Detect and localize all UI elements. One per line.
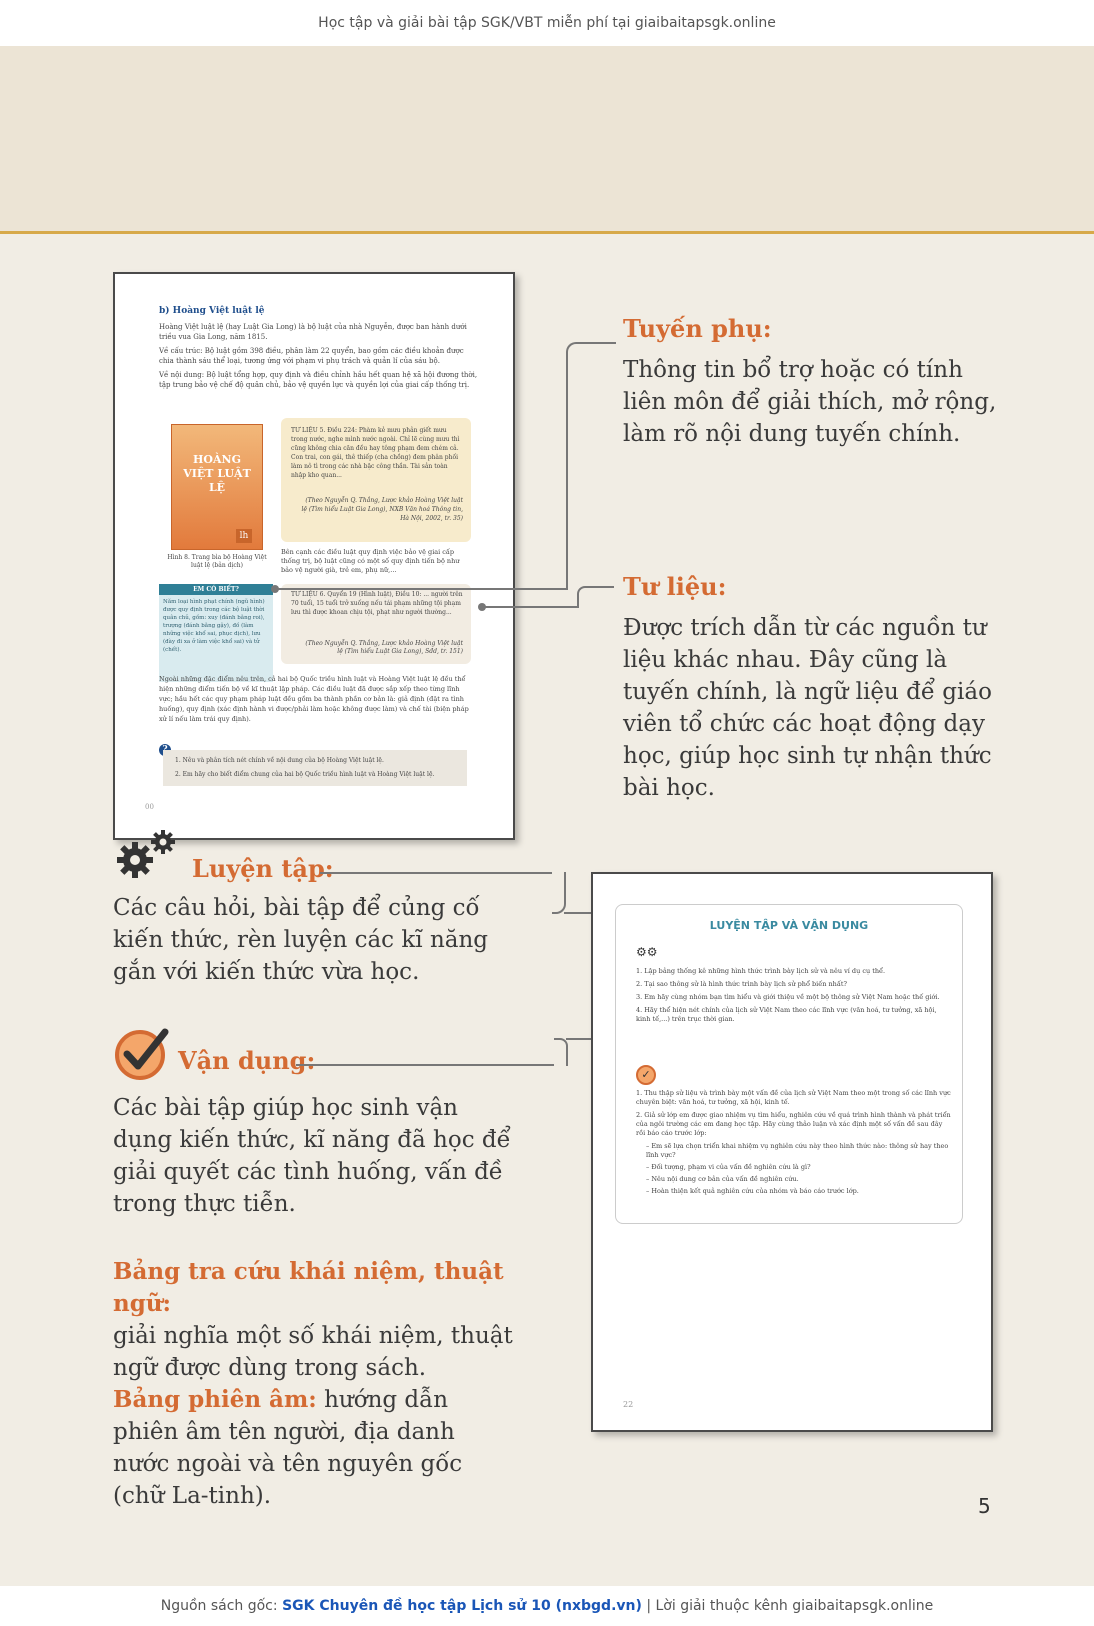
bang-tra-cuu-title: Bảng tra cứu khái niệm, thuật ngữ: (113, 1258, 504, 1317)
bang-tra-cuu-block (113, 1256, 513, 1384)
practice-list (636, 967, 952, 1024)
thumb1-paragraph-2: Về cấu trúc: Bộ luật gồm 398 điều, phân làm 22 quyển, bao gồm các điều khoản được chia thành sáu thể loại, tương ứng với phạm vi phụ trách và quản lí của sáu bộ. (159, 347, 464, 365)
check-icon (113, 1024, 171, 1082)
thumb1-middle-paragraph: Bên cạnh các điều luật quy định việc bảo vệ giai cấp thống trị, bộ luật cũng có một số quy định tiến bộ như bảo vệ người già, trẻ em, phụ nữ,... (281, 548, 460, 574)
question-2: 2. Em hãy cho biết điểm chung của hai bộ Quốc triều hình luật và Hoàng Việt luật lệ. (175, 771, 435, 778)
connector-line-2c (588, 586, 614, 588)
connector-line-3a (320, 872, 552, 874)
source-suffix: | Lời giải thuộc kênh giaibaitapsgk.online (641, 1598, 934, 1614)
connector-line-4b (554, 1038, 568, 1066)
small-check-icon: ✓ (636, 1065, 656, 1085)
van-dung-title: Vận dụng: (178, 1046, 316, 1075)
header-band (0, 46, 1094, 231)
luyen-tap-description: Các câu hỏi, bài tập để củng cố kiến thức, rèn luyện các kĩ năng gắn với kiến thức vừa học. (113, 895, 489, 985)
document-5-text: TƯ LIỆU 5. Điều 224: Phàm kẻ mưu phản giết mưu trong nước, nghe mình nước ngoài. Chỉ lẽ cùng mưu thì cũng không chia căn đều hay tông phạm đem chém cả. Con trai, con gái, thê thiếp (cha chồng) đem phân phối làm nô tì trong các nhà bậc công thần. Tài sản toàn nhập kho quan... (291, 427, 460, 479)
tu-lieu-description: Được trích dẫn từ các nguồn tư liệu khác nhau. Đây cũng là tuyến chính, là ngữ liệu để giáo viên tổ chức các hoạt động dạy học, giúp học sinh tự nhận thức bài học. (623, 615, 992, 801)
application-item: – Đối tượng, phạm vi của vấn đề nghiên cứu là gì? (646, 1163, 811, 1171)
thumb1-page-number: 00 (145, 803, 154, 811)
source-link[interactable]: SGK Chuyên đề học tập Lịch sử 10 (nxbgd.vn) (282, 1598, 642, 1614)
tuyen-phu-title: Tuyến phụ: (623, 314, 772, 343)
practice-item: 2. Tại sao thông sử là hình thức trình bày lịch sử phổ biến nhất? (636, 980, 847, 988)
connector-line-3b (552, 872, 566, 914)
top-banner: Học tập và giải bài tập SGK/VBT miễn phí tại giaibaitapsgk.online (0, 0, 1094, 46)
thumb1-paragraph-1: Hoàng Việt luật lệ (hay Luật Gia Long) là bộ luật của nhà Nguyễn, được ban hành dưới triều vua Gia Long, năm 1815. (159, 323, 467, 341)
van-dung-description: Các bài tập giúp học sinh vận dụng kiến thức, kĩ năng đã học để giải quyết các tình huống, vấn đề trong thực tiễn. (113, 1095, 511, 1217)
application-item: – Nêu nội dung cơ bản của vấn đề nghiên cứu. (646, 1175, 799, 1183)
thumb2-page-number: 22 (623, 1400, 634, 1409)
sample-page-thumbnail-2 (591, 872, 993, 1432)
question-1: 1. Nêu và phân tích nét chính về nội dung của bộ Hoàng Việt luật lệ. (175, 757, 384, 764)
application-item: – Hoàn thiện kết quả nghiên cứu của nhóm và báo cáo trước lớp. (646, 1187, 859, 1195)
did-you-know-box (159, 584, 273, 682)
bang-phien-am-description: hướng dẫn phiên âm tên người, địa danh nước ngoài và tên nguyên gốc (chữ La-tinh). (113, 1387, 463, 1509)
connector-line-1b (566, 342, 580, 590)
practice-item: 1. Lập bảng thống kê những hình thức trình bày lịch sử và nêu ví dụ cụ thể. (636, 967, 886, 975)
application-item: 2. Giả sử lớp em được giao nhiệm vụ tìm hiểu, nghiên cứu về quá trình hình thành và phát triển của ngôi trường các em đang học tập. Hãy cùng thảo luận và xác định một số vấn đề sau đây rồi báo cáo trước lớp: (636, 1111, 951, 1137)
bang-tra-cuu-description: giải nghĩa một số khái niệm, thuật ngữ được dùng trong sách. (113, 1323, 513, 1381)
thumb1-heading: b) Hoàng Việt luật lệ (159, 306, 265, 316)
thumb1-end-paragraph: Ngoài những đặc điểm nêu trên, cả hai bộ Quốc triều hình luật và Hoàng Việt luật lệ đều thể hiện những điểm tiến bộ về kĩ thuật lập pháp. Các điều luật đã được sắp xếp theo từng lĩnh vực; hầu hết các quy phạm pháp luật đều gồm ba thành phần cơ bản là: giả định (đặt ra tình huống), quy định (xác định hành vi được/phải làm hoặc không được làm) và chế tài (biện pháp xử lí nếu làm trái quy định). (159, 675, 469, 723)
sample-page-thumbnail-1 (113, 272, 515, 840)
luyen-tap-title: Luyện tập: (192, 854, 334, 883)
tu-lieu-title: Tư liệu: (623, 572, 727, 601)
practice-item: 3. Em hãy cùng nhóm bạn tìm hiểu và giới thiệu về một bộ thông sử Việt Nam hoặc thế giới. (636, 993, 940, 1001)
gears-icon (113, 826, 185, 880)
textbook-page (0, 46, 1094, 1586)
exercise-panel (615, 904, 963, 1224)
did-you-know-text: Năm loại hình phạt chính (ngũ hình) được quy định trong các bộ luật thời quân chủ, gồm: xuy (đánh bằng roi), trượng (đánh bằng gậy), đồ (làm những việc khổ sai, phục dịch), lưu (đày đi xa ở làm việc khổ sai) và tử (chết). (163, 599, 265, 653)
connector-line-1c (576, 342, 616, 344)
question-box (163, 750, 467, 786)
book-cover-image (171, 424, 263, 550)
document-5-source: (Theo Nguyễn Q. Thắng, Lược khảo Hoàng Việt luật lệ (Tìm hiểu Luật Gia Long), NXB Văn hoá Thông tin, Hà Nội, 2002, tr. 35) (301, 497, 463, 522)
application-item: – Em sẽ lựa chọn triển khai nhiệm vụ nghiên cứu này theo hình thức nào: thông sử hay theo lĩnh vực? (646, 1142, 949, 1159)
connector-line-2b (577, 586, 591, 608)
thumb1-paragraph-3: Về nội dung: Bộ luật tổng hợp, quy định và điều chỉnh hầu hết quan hệ xã hội đương thời, tập trung bảo vệ chế độ quân chủ, bảo vệ quyền lực và quyền lợi của giai cấp thống trị. (159, 371, 478, 389)
document-6-source: (Theo Nguyễn Q. Thắng, Lược khảo Hoàng Việt luật lệ (Tìm hiểu Luật Gia Long), Sđd, tr. 151) (305, 640, 463, 655)
tuyen-phu-description: Thông tin bổ trợ hoặc có tính liên môn để giải thích, mở rộng, làm rõ nội dung tuyến chính. (623, 357, 997, 447)
practice-item: 4. Hãy thể hiện nét chính của lịch sử Việt Nam theo các lĩnh vực (văn hoá, tư tưởng, xã hội, kinh tế,...) trên trục thời gian. (636, 1006, 937, 1023)
document-6-text: TƯ LIỆU 6. Quyển 19 (Hình luật), Điều 10: ... người trên 70 tuổi, 15 tuổi trở xuống nếu tái phạm những tội phạm lưu thì được khoan chịu tội, phạt như người thường... (291, 591, 463, 616)
document-6-box (281, 584, 471, 664)
connector-line-4a (296, 1064, 554, 1066)
bang-phien-am-title: Bảng phiên âm: (113, 1386, 317, 1413)
book-cover-title: HOÀNG VIỆT LUẬT LỆ (183, 453, 251, 494)
exercise-panel-title: LUYỆN TẬP VÀ VẬN DỤNG (709, 919, 869, 932)
did-you-know-title: EM CÓ BIẾT? (159, 584, 273, 595)
book-cover-emblem: lh (236, 529, 252, 543)
connector-line-1a (275, 588, 567, 590)
document-5-box (281, 418, 471, 542)
small-gears-icon: ⚙⚙ (636, 945, 658, 959)
header-divider (0, 231, 1094, 234)
bottom-banner (0, 1586, 1094, 1626)
source-prefix: Nguồn sách gốc: (160, 1598, 283, 1614)
application-item: 1. Thu thập sử liệu và trình bày một vấn đề của lịch sử Việt Nam theo một trong số các lĩnh vực chuyên biệt: văn hoá, tư tưởng, xã hội, kinh tế. (636, 1089, 951, 1106)
application-list (636, 1089, 952, 1196)
connector-line-2a (482, 606, 578, 608)
figure-caption: Hình 8. Trang bìa bộ Hoàng Việt luật lệ (bản dịch) (167, 554, 267, 569)
bang-phien-am-block (113, 1384, 513, 1512)
page-number: 5 (978, 1494, 991, 1518)
